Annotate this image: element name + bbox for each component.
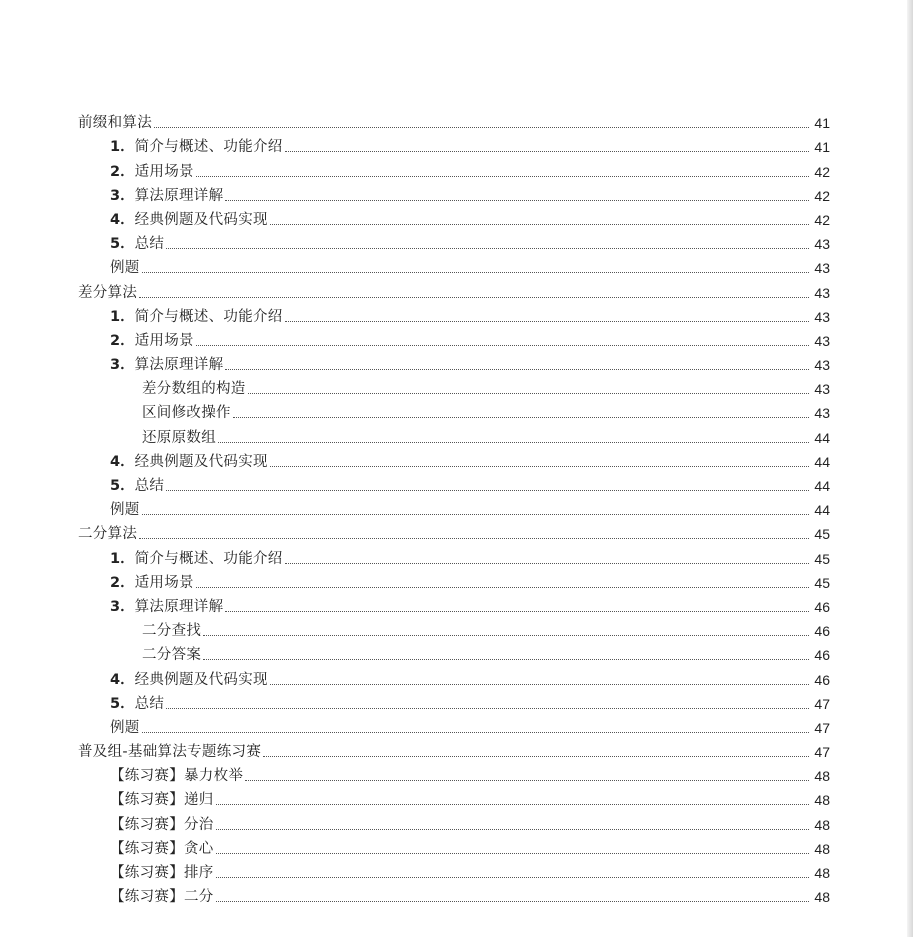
table-of-contents <box>78 108 830 906</box>
toc-entry-number: 1． <box>110 139 135 156</box>
toc-dot-leader <box>218 441 809 443</box>
toc-dot-leader <box>216 828 809 830</box>
toc-entry-title: 【练习赛】暴力枚举 <box>110 768 244 785</box>
toc-dot-leader <box>203 658 809 660</box>
toc-entry[interactable] <box>78 616 830 640</box>
toc-entry-page-number: 44 <box>814 502 830 519</box>
toc-entry-number: 3． <box>110 187 135 204</box>
toc-entry-page-number: 47 <box>814 744 830 761</box>
toc-entry-title: 二分算法 <box>78 526 138 543</box>
toc-entry-title: 二分查找 <box>142 623 202 640</box>
toc-entry-number: 3． <box>110 598 135 615</box>
toc-dot-leader <box>285 150 809 152</box>
toc-dot-leader <box>216 876 809 878</box>
toc-entry-title: 【练习赛】二分 <box>110 889 214 906</box>
toc-entry-title: 例题 <box>110 260 140 277</box>
toc-entry-title: 适用场景 <box>134 332 194 349</box>
toc-entry-number: 5． <box>110 695 135 712</box>
toc-entry-title: 【练习赛】贪心 <box>110 840 214 857</box>
toc-entry-page-number: 43 <box>814 357 830 374</box>
toc-entry[interactable] <box>78 181 830 205</box>
toc-entry-page-number: 46 <box>814 671 830 688</box>
toc-dot-leader <box>216 803 809 805</box>
toc-entry[interactable] <box>78 229 830 253</box>
toc-entry[interactable] <box>78 156 830 180</box>
toc-entry-page-number: 42 <box>814 163 830 180</box>
toc-entry-title: 总结 <box>134 695 165 712</box>
toc-entry-page-number: 46 <box>814 623 830 640</box>
toc-entry-page-number: 44 <box>814 453 830 470</box>
toc-entry-title: 【练习赛】分治 <box>110 816 214 833</box>
toc-entry[interactable] <box>78 374 830 398</box>
toc-entry-title: 经典例题及代码实现 <box>134 453 268 470</box>
toc-entry-title: 算法原理详解 <box>134 187 224 204</box>
toc-entry-page-number: 43 <box>814 381 830 398</box>
toc-entry-title: 还原原数组 <box>142 429 216 446</box>
toc-entry[interactable] <box>78 350 830 374</box>
toc-entry[interactable] <box>78 471 830 495</box>
toc-dot-leader <box>216 900 809 902</box>
toc-entry[interactable] <box>78 302 830 326</box>
toc-entry[interactable] <box>78 326 830 350</box>
toc-entry-title: 区间修改操作 <box>142 405 231 422</box>
toc-entry-title: 经典例题及代码实现 <box>134 671 268 688</box>
toc-entry-page-number: 48 <box>814 816 830 833</box>
toc-dot-leader <box>270 683 809 685</box>
toc-dot-leader <box>248 392 809 394</box>
toc-entry-page-number: 48 <box>814 768 830 785</box>
toc-dot-leader <box>203 634 809 636</box>
toc-entry-page-number: 46 <box>814 598 830 615</box>
toc-entry[interactable] <box>78 108 830 132</box>
toc-entry[interactable] <box>78 809 830 833</box>
toc-entry[interactable] <box>78 447 830 471</box>
toc-entry[interactable] <box>78 689 830 713</box>
toc-entry[interactable] <box>78 543 830 567</box>
toc-dot-leader <box>139 537 809 539</box>
toc-entry-title: 总结 <box>134 478 165 494</box>
toc-entry[interactable] <box>78 640 830 664</box>
toc-entry[interactable] <box>78 834 830 858</box>
toc-dot-leader <box>166 707 809 709</box>
toc-entry[interactable] <box>78 737 830 761</box>
toc-entry-page-number: 44 <box>814 429 830 446</box>
toc-entry[interactable] <box>78 132 830 156</box>
toc-dot-leader <box>285 320 809 322</box>
toc-entry[interactable] <box>78 398 830 422</box>
toc-entry-number: 4． <box>110 453 135 470</box>
toc-entry-title: 简介与概述、功能介绍 <box>134 550 283 567</box>
toc-entry-page-number: 45 <box>814 550 830 567</box>
toc-entry-number: 5． <box>110 478 135 494</box>
toc-dot-leader <box>154 126 809 128</box>
toc-entry[interactable] <box>78 205 830 229</box>
toc-entry-page-number: 43 <box>814 332 830 349</box>
toc-entry[interactable] <box>78 858 830 882</box>
toc-entry-page-number: 48 <box>814 840 830 857</box>
toc-entry-title: 适用场景 <box>134 574 194 591</box>
toc-entry-page-number: 45 <box>814 526 830 543</box>
toc-dot-leader <box>196 586 809 588</box>
toc-entry[interactable] <box>78 882 830 906</box>
toc-dot-leader <box>142 513 809 515</box>
toc-entry-page-number: 48 <box>814 792 830 809</box>
toc-entry-title: 差分数组的构造 <box>142 381 246 398</box>
toc-entry-title: 简介与概述、功能介绍 <box>134 139 283 156</box>
toc-entry-page-number: 44 <box>814 478 830 494</box>
toc-entry[interactable] <box>78 592 830 616</box>
toc-entry-page-number: 48 <box>814 889 830 906</box>
toc-entry-title: 例题 <box>110 502 140 519</box>
toc-dot-leader <box>196 344 809 346</box>
toc-entry[interactable] <box>78 785 830 809</box>
toc-entry-number: 2． <box>110 574 135 591</box>
toc-entry[interactable] <box>78 519 830 543</box>
toc-dot-leader <box>142 271 809 273</box>
toc-entry-page-number: 43 <box>814 260 830 277</box>
toc-dot-leader <box>166 247 809 249</box>
toc-entry-number: 1． <box>110 308 135 325</box>
toc-entry-page-number: 43 <box>814 284 830 301</box>
toc-entry-number: 5． <box>110 236 135 253</box>
toc-entry-title: 【练习赛】递归 <box>110 792 214 809</box>
toc-dot-leader <box>166 489 809 491</box>
toc-dot-leader <box>263 755 809 757</box>
toc-entry[interactable] <box>78 761 830 785</box>
toc-entry-number: 4． <box>110 211 135 228</box>
toc-entry-page-number: 43 <box>814 405 830 422</box>
toc-entry-title: 总结 <box>134 236 165 253</box>
toc-dot-leader <box>225 199 809 201</box>
toc-entry-page-number: 48 <box>814 865 830 881</box>
toc-entry[interactable] <box>78 495 830 519</box>
toc-dot-leader <box>270 223 809 225</box>
toc-entry-page-number: 47 <box>814 695 830 712</box>
toc-entry[interactable] <box>78 277 830 301</box>
toc-entry-title: 算法原理详解 <box>134 357 224 374</box>
toc-dot-leader <box>139 296 809 298</box>
toc-entry-page-number: 45 <box>814 574 830 591</box>
toc-dot-leader <box>225 368 809 370</box>
toc-entry-number: 1． <box>110 550 135 567</box>
toc-dot-leader <box>225 610 809 612</box>
toc-entry-title: 经典例题及代码实现 <box>134 211 268 228</box>
toc-entry-title: 二分答案 <box>142 647 202 664</box>
toc-entry-title: 例题 <box>110 719 140 736</box>
toc-dot-leader <box>233 416 809 418</box>
toc-entry-page-number: 41 <box>814 115 830 132</box>
toc-entry[interactable] <box>78 568 830 592</box>
toc-entry-page-number: 43 <box>814 236 830 253</box>
toc-entry-number: 2． <box>110 332 135 349</box>
toc-entry-number: 4． <box>110 671 135 688</box>
toc-entry-page-number: 41 <box>814 139 830 156</box>
toc-entry[interactable] <box>78 664 830 688</box>
toc-entry[interactable] <box>78 422 830 446</box>
toc-entry-title: 算法原理详解 <box>134 598 224 615</box>
toc-entry-page-number: 42 <box>814 187 830 204</box>
toc-entry-number: 3． <box>110 357 135 374</box>
toc-entry-page-number: 46 <box>814 647 830 664</box>
toc-entry-number: 2． <box>110 163 135 180</box>
toc-dot-leader <box>216 852 809 854</box>
toc-entry-page-number: 42 <box>814 211 830 228</box>
toc-dot-leader <box>245 779 809 781</box>
toc-entry-title: 适用场景 <box>134 163 194 180</box>
toc-dot-leader <box>270 465 809 467</box>
page-edge-shadow <box>907 0 913 937</box>
toc-entry[interactable] <box>78 713 830 737</box>
toc-dot-leader <box>285 562 809 564</box>
toc-entry-title: 【练习赛】排序 <box>110 865 214 881</box>
toc-entry-page-number: 43 <box>814 308 830 325</box>
toc-entry-title: 简介与概述、功能介绍 <box>134 308 283 325</box>
toc-entry-page-number: 47 <box>814 719 830 736</box>
toc-dot-leader <box>196 175 809 177</box>
toc-entry-title: 差分算法 <box>78 284 138 301</box>
toc-entry-title: 普及组-基础算法专题练习赛 <box>78 744 262 761</box>
toc-entry-title: 前缀和算法 <box>78 115 152 132</box>
toc-dot-leader <box>142 731 809 733</box>
toc-entry[interactable] <box>78 253 830 277</box>
